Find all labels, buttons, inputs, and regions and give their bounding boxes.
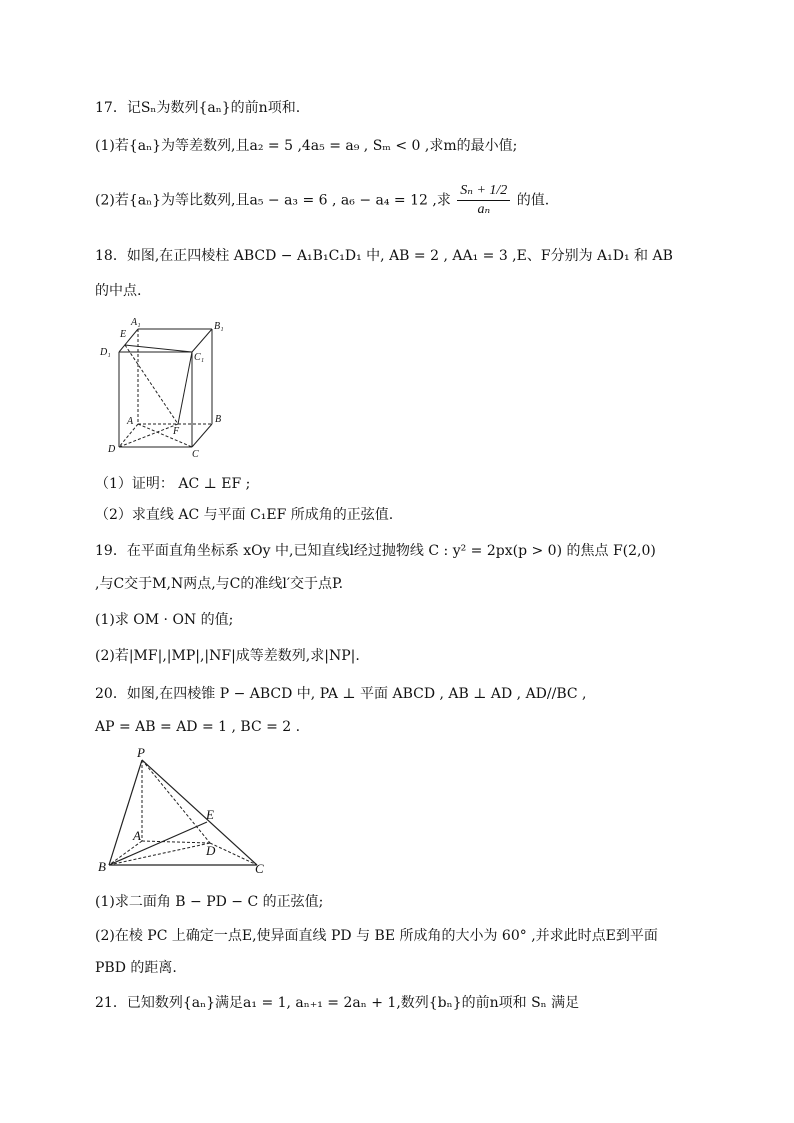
edge-a-d-hidden bbox=[142, 841, 210, 843]
label-f: F bbox=[173, 426, 180, 437]
edge-p-b bbox=[109, 760, 142, 865]
label-c: C bbox=[192, 449, 199, 460]
q19-stem-line1: 19．在平面直角坐标系 xOy 中,已知直线l经过抛物线 C : y² = 2px(p > 0) 的焦点 F(2,0) bbox=[95, 543, 656, 559]
q17-part2 bbox=[95, 182, 549, 219]
q20-part1: (1)求二面角 B − PD − C 的正弦值; bbox=[95, 894, 324, 910]
label-e: E bbox=[120, 329, 127, 340]
fraction-numerator: Sₙ + 1/2 bbox=[457, 182, 510, 201]
segment-e-f-hidden bbox=[125, 345, 178, 424]
edge-p-c bbox=[142, 760, 257, 865]
q18-stem-line2: 的中点. bbox=[95, 283, 142, 299]
edge-p-d-hidden bbox=[142, 760, 210, 843]
q19-part2: (2)若|MF|,|MP|,|NF|成等差数列,求|NP|. bbox=[95, 648, 360, 664]
q17-part2-prefix: (2)若{aₙ}为等比数列,且a₅ − a₃ = 6 , a₆ − a₄ = 12 ,求 bbox=[95, 192, 451, 209]
segment-f-d-hidden bbox=[119, 424, 178, 447]
label-p: P bbox=[137, 745, 145, 760]
label-a: A bbox=[127, 416, 134, 427]
q20-part2-line2: PBD 的距离. bbox=[95, 960, 177, 976]
label-b1: B₁ bbox=[214, 321, 224, 332]
q20-stem-line2: AP = AB = AD = 1 , BC = 2 . bbox=[95, 719, 301, 735]
q18-stem-line1: 18．如图,在正四棱柱 ABCD − A₁B₁C₁D₁ 中, AB = 2 , AA₁ = 3 ,E、F分别为 A₁D₁ 和 AB bbox=[95, 248, 673, 264]
segment-e-c1 bbox=[125, 345, 192, 352]
label-b: B bbox=[98, 859, 106, 874]
label-d: D bbox=[108, 444, 116, 455]
edge-c-b bbox=[192, 424, 212, 447]
label-a1: A₁ bbox=[131, 317, 141, 328]
q21-stem: 21．已知数列{aₙ}满足a₁ = 1, aₙ₊₁ = 2aₙ + 1,数列{bₙ}的前n项和 Sₙ 满足 bbox=[95, 995, 580, 1011]
q20-part2-line1: (2)在棱 PC 上确定一点E,使异面直线 PD 与 BE 所成角的大小为 60° ,并求此时点E到平面 bbox=[95, 928, 658, 944]
q20-pyramid-figure bbox=[95, 745, 275, 880]
q17-stem: 17．记Sₙ为数列{aₙ}的前n项和. bbox=[95, 100, 301, 116]
q18-part1: （1）证明： AC ⊥ EF ; bbox=[95, 476, 251, 492]
edge-b1-c1 bbox=[192, 329, 212, 352]
label-e: E bbox=[206, 807, 214, 822]
diagonal-a-c-hidden bbox=[138, 424, 192, 447]
label-a: A bbox=[133, 828, 141, 843]
q17-part2-suffix: 的值. bbox=[516, 192, 550, 209]
q18-prism-figure bbox=[95, 312, 240, 462]
segment-b-e bbox=[109, 822, 207, 865]
label-d: D bbox=[206, 843, 216, 858]
label-d1: D₁ bbox=[100, 347, 111, 358]
q17-part2-fraction bbox=[457, 182, 510, 219]
fraction-denominator: aₙ bbox=[477, 202, 491, 217]
q19-stem-line2: ,与C交于M,N两点,与C的准线l′交于点P. bbox=[95, 576, 344, 592]
edge-d-c-hidden bbox=[210, 843, 257, 865]
edge-a-d-hidden bbox=[119, 424, 138, 447]
q19-part1: (1)求 OM · ON 的值; bbox=[95, 612, 234, 628]
q20-stem-line1: 20．如图,在四棱锥 P − ABCD 中, PA ⊥ 平面 ABCD , AB ⊥ AD , AD//BC , bbox=[95, 686, 587, 702]
q17-part1: (1)若{aₙ}为等差数列,且a₂ = 5 ,4a₅ = a₉ , Sₘ < 0 ,求m的最小值; bbox=[95, 138, 518, 154]
label-c1: C₁ bbox=[194, 352, 205, 363]
label-b: B bbox=[215, 414, 222, 425]
segment-c1-f bbox=[178, 352, 192, 424]
label-c: C bbox=[255, 861, 264, 876]
q18-part2: （2）求直线 AC 与平面 C₁EF 所成角的正弦值. bbox=[95, 507, 394, 523]
